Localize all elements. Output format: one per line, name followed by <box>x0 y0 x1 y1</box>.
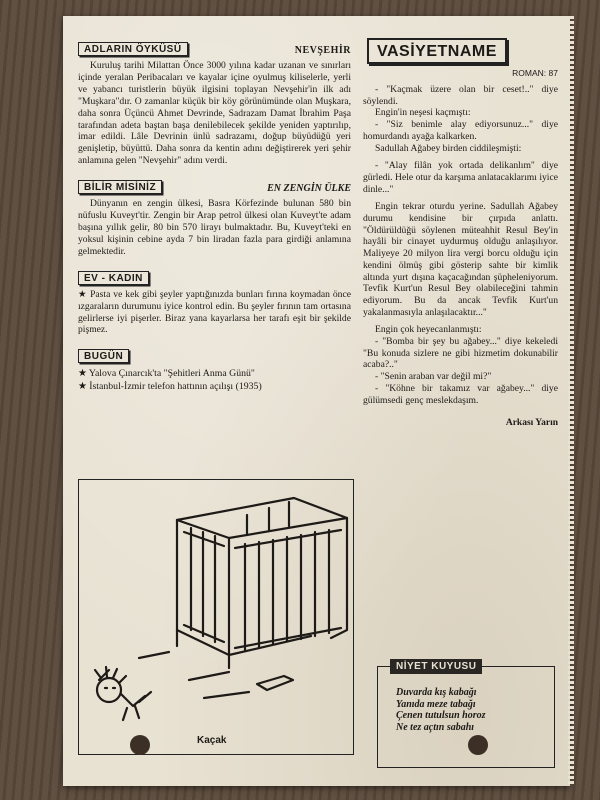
serial-line: Engin çok heyecanlanmıştı: <box>375 324 482 336</box>
bugun-item: ★ İstanbul-İzmir telefon hattının açılışı (1935) <box>78 380 262 392</box>
niyet-kuyusu-box <box>377 661 555 768</box>
bugun-list <box>78 368 351 393</box>
evkadin-label: EV - KADIN <box>78 271 149 285</box>
serial-line: Engin tekrar oturdu yerine. Sadullah Ağabey durumu kendisine bir çırpıda anlattı. "Öldürüldüğü söylenen müteahhit Resul Bey'in hayâli bir cinayet uydurmuş olduğu anlaşılıyor. Maliyeye 20 milyon lira vergi borcu olduğu için kendini ölmüş gibi gösterip sahte bir kimlik altında yurt dışına kaçacağından şüpheleniyorum. Tevfik Kurt'un Resul Bey olabileceğini tahmin ediyorum. Bu da ancak Tevfik Kurt'un yakalanmasıyla anlaşılacaktır..." <box>363 201 558 318</box>
cartoon-panel <box>78 479 354 755</box>
bilir-label: BİLİR MİSİNİZ <box>78 180 162 194</box>
serial-line: - "Kaçmak üzere olan bir ceset!.." diye söylendi. <box>363 84 558 107</box>
bugun-item: ★ Yalova Çınarcık'ta "Şehitleri Anma Günü" <box>78 368 255 380</box>
punch-hole-icon <box>468 735 488 755</box>
poem-line: Ne tez açtın sabahı <box>396 721 475 733</box>
serial-line: - "Bomba bir şey bu ağabey..." diye kekeledi "Bu konuda sizlere ne gibi hizmetim dokunabilir acaba?.." <box>363 336 558 371</box>
roman-number: ROMAN: 87 <box>512 68 558 78</box>
poem-line: Yanıda meze tabağı <box>396 698 476 710</box>
bilir-text: Dünyanın en zengin ülkesi, Basra Körfezinde bulunan 580 bin nüfuslu Kuveyt'tir. Zengin bir Arap petrol ülkesi olan Kuveyt'te adam başına yıllık gelir, 80 bin 570 lirayı bulmaktadır. Bu, Kuveyt'teki en yoksul kişinin cebine ayda 7 bin liradan fazla para girdiği anlamına gelmektedir. <box>78 198 351 257</box>
torn-edge <box>568 16 574 786</box>
crib-cartoon-icon <box>79 480 353 754</box>
left-column <box>78 38 351 393</box>
niyet-poem <box>396 687 486 733</box>
newspaper-clipping <box>63 16 570 786</box>
serial-line: Engin'in neşesi kaçmıştı: <box>375 107 471 119</box>
evkadin-header <box>78 267 351 285</box>
niyet-label: NİYET KUYUSU <box>390 659 482 674</box>
bugun-header <box>78 345 351 363</box>
adlarin-label: ADLARIN ÖYKÜSÜ <box>78 42 188 56</box>
serial-title: VASİYETNAME <box>367 38 507 64</box>
serial-line: - "Alay filân yok ortada delikanlım" diye gürledi. Hele otur da karşıma anlatacaklarımı iyice dinle..." <box>363 160 558 195</box>
poem-line: Çenen tutulsun horoz <box>396 710 486 721</box>
right-column <box>363 38 558 428</box>
bugun-label: BUGÜN <box>78 349 129 363</box>
bilir-header <box>78 176 351 194</box>
arkasi-yarin: Arkası Yarın <box>505 418 558 429</box>
bilir-kicker: EN ZENGİN ÜLKE <box>267 183 351 195</box>
serial-text <box>363 84 558 406</box>
serial-line: - "Köhne bir takamız var ağabey..." diye gülümsedi genç meslekdaşım. <box>363 382 558 406</box>
adlarin-kicker: NEVŞEHİR <box>294 45 351 56</box>
adlarin-header <box>78 38 351 56</box>
cartoon-caption: Kaçak <box>197 735 227 746</box>
serial-line: - "Senin araban var değil mi?" <box>375 371 492 383</box>
serial-line: Sadullah Ağabey birden ciddileşmişti: <box>375 142 522 154</box>
evkadin-text: ★ Pasta ve kek gibi şeyler yaptığınızda bunları fırına koymadan önce ızgaraların durumunu iyice kontrol edin. Bu şeyler fırının tam ortasına gelirlerse iyi pişerler. Biraz yana kayarlarsa her tarafı eşit bir şekilde pişmez. <box>78 288 351 336</box>
serial-line: - "Siz benimle alay ediyorsunuz..." diye homurdandı ayağa kalkarken. <box>363 119 558 142</box>
poem-line: Duvarda kış kabağı <box>396 687 477 698</box>
adlarin-text: Kuruluş tarihi Milattan Önce 3000 yılına kadar uzanan ve sınırları içinde yeralan Peribacaları ve kayalar içine oyulmuş kiliselerle, yerli ve yabancı turistlerin büyük ilgisini toplayan Nevşehir'in ilk adı "Muşkara"dır. O zamanlar küçük bir köy görünümünde olan Muşkara, daha sonra Üçüncü Ahmet Devrinde, Sadrazam Damat İbrahim Paşa tarafından adeta baştan başa denilebilecek şekilde yeniden yaptırılıp, imar edildi. Lâle Devrinin ünlü sadrazamı, doğup büyüdüğü yeri genişletip, büyüttü. Daha sonra da kentin adını değiştirerek yeri şehir anlamına gelen "Nevşehir" adını verdi. <box>78 60 351 167</box>
punch-hole-icon <box>130 735 150 755</box>
